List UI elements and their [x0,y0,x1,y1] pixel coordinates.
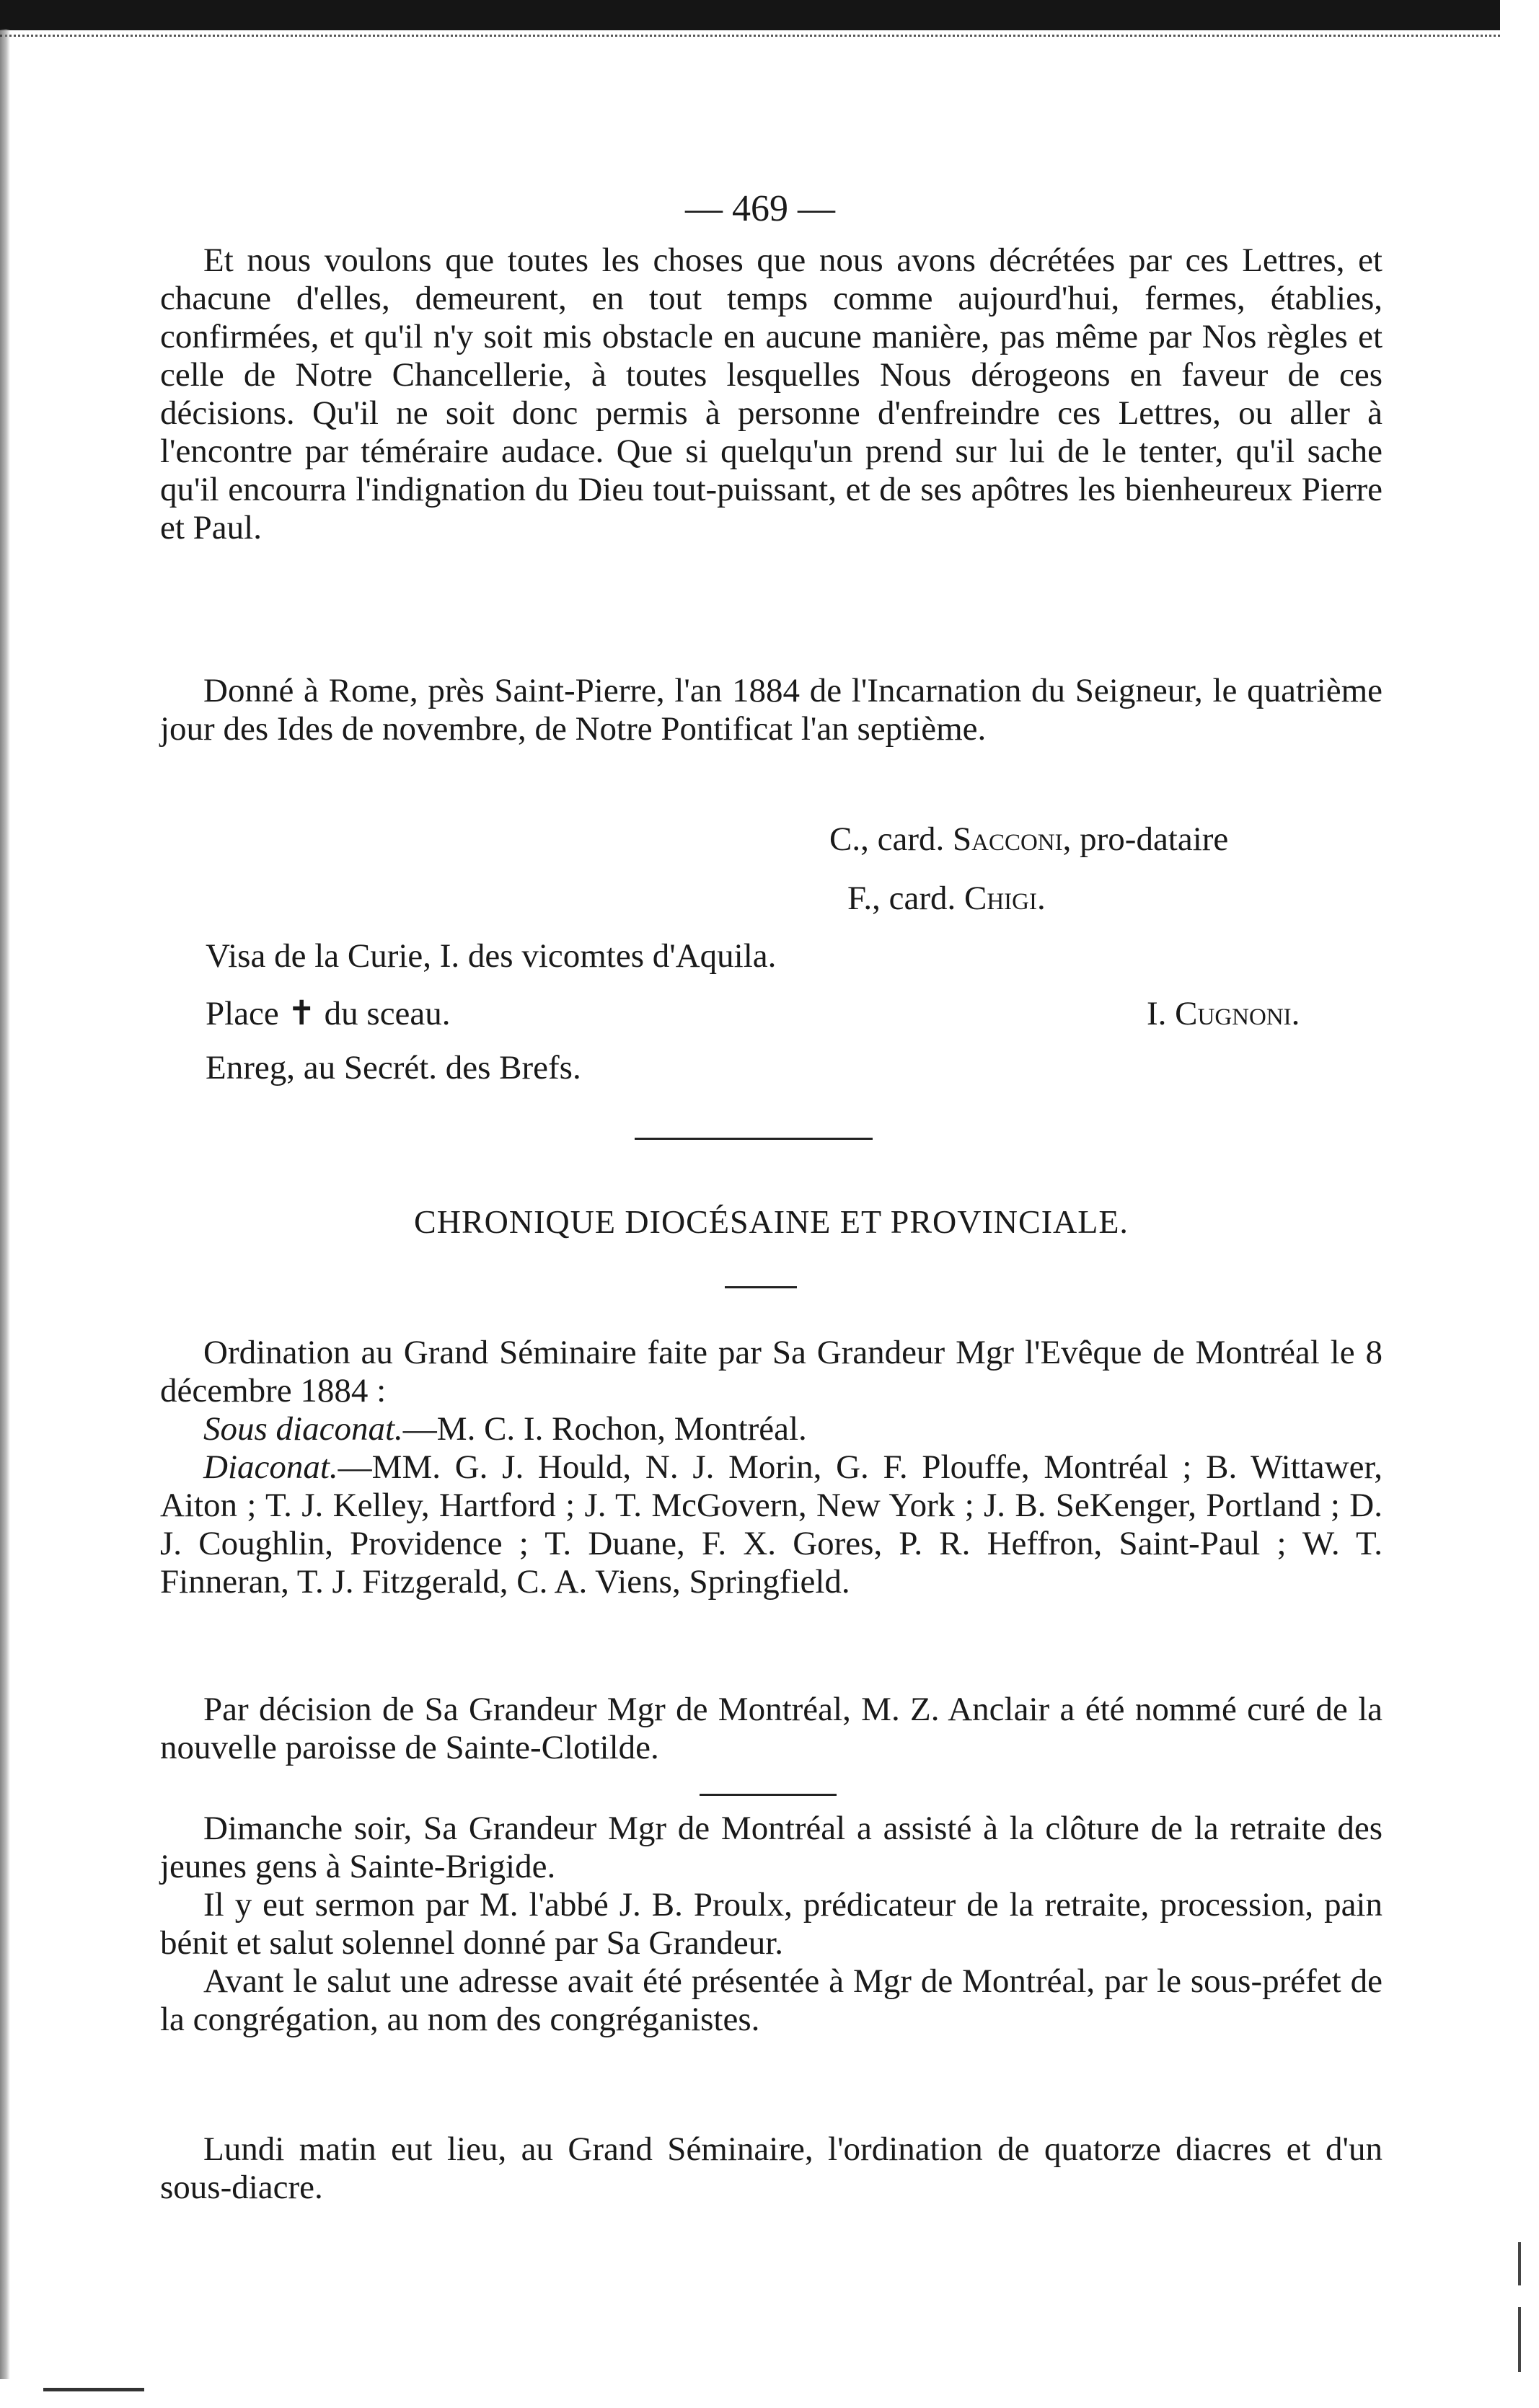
scan-right-speck [1518,2242,1521,2285]
sermon-text: Il y eut sermon par M. l'abbé J. B. Proulx, prédicateur de la retraite, procession, pain bénit et salut solennel donné par Sa Grandeur. [160,1886,1383,1962]
signature-cugnoni: I. Cugnoni. [1147,995,1300,1032]
section-title: CHRONIQUE DIOCÉSAINE ET PROVINCIALE. [414,1203,1129,1240]
diaconat-list: Diaconat.—MM. G. J. Hould, N. J. Morin, G. F. Plouffe, Montréal ; B. Wittawer, Aiton ; T. J. Kelley, Hartford ; J. T. McGovern, New York ; J. B. SeKenger, Portland ; D. J. Coughlin, Providence ; T. Duane, F. X. Gores, P. R. Heffron, Saint-Paul ; W. T. Finneran, T. J. Fitzgerald, C. A. Viens, Springfield. [160,1448,1383,1601]
scan-top-border [0,0,1500,30]
sous-diaconat-line: Sous diaconat.—M. C. I. Rochon, Montréal. [203,1410,807,1448]
ordination-block [160,1334,1383,1601]
scan-top-edge [0,29,1500,37]
visa-line: Visa de la Curie, I. des vicomtes d'Aquila. [206,937,777,975]
decree-date: Donné à Rome, près Saint-Pierre, l'an 1884 de l'Incarnation du Seigneur, le quatrième jour des Ides de novembre, de Notre Pontificat l'an septième. [160,672,1383,748]
page-number: — 469 — [685,188,835,229]
section-divider [635,1138,873,1140]
decree-paragraph-1 [160,242,1383,547]
paragraph-divider [700,1794,837,1796]
signature-chigi: F., card. Chigi. [847,880,1046,917]
paragraph-anclair [160,1691,1383,1767]
title-rule [725,1286,797,1288]
decree-paragraph-2 [160,672,1383,748]
decree-text: Et nous voulons que toutes les choses que nous avons décrétées par ces Lettres, et chacune d'elles, demeurent, en tout temps comme aujourd'hui, fermes, établies, confirmées, et qu'il n'y soit mis obstacle en aucune manière, pas même par Nos règles et celle de Notre Chancellerie, à toutes lesquelles Nous dérogeons en faveur de ces décisions. Qu'il ne soit donc permis à personne d'enfreindre ces Lettres, ou aller à l'encontre par téméraire audace. Que si quelqu'un prend sur lui de le tenter, qu'il sache qu'il encourra l'indignation du Dieu tout-puissant, et de ses apôtres les bienheureux Pierre et Paul. [160,242,1383,546]
signature-sacconi: C., card. Sacconi, pro-dataire [829,820,1229,858]
lundi-text: Lundi matin eut lieu, au Grand Séminaire, l'ordination de quatorze diacres et d'un sous-diacre. [160,2130,1383,2206]
scan-bottom-mark [43,2388,144,2391]
registration-line: Enreg, au Secrét. des Brefs. [206,1049,581,1086]
scan-left-edge [0,29,10,2379]
paragraph-dimanche [160,1810,1383,2039]
salut-text: Avant le salut une adresse avait été présentée à Mgr de Montréal, par le sous-préfet de la congrégation, au nom des congréganistes. [160,1962,1383,2038]
ordination-intro: Ordination au Grand Séminaire faite par Sa Grandeur Mgr l'Evêque de Montréal le 8 décembre 1884 : [160,1334,1383,1409]
dimanche-text: Dimanche soir, Sa Grandeur Mgr de Montréal a assisté à la clôture de la retraite des jeunes gens à Sainte-Brigide. [160,1810,1383,1885]
paragraph-lundi [160,2130,1383,2207]
seal-line: Place ✝ du sceau. [206,995,451,1032]
scan-right-speck [1518,2307,1521,2372]
anclair-text: Par décision de Sa Grandeur Mgr de Montréal, M. Z. Anclair a été nommé curé de la nouvelle paroisse de Sainte-Clotilde. [160,1691,1383,1766]
